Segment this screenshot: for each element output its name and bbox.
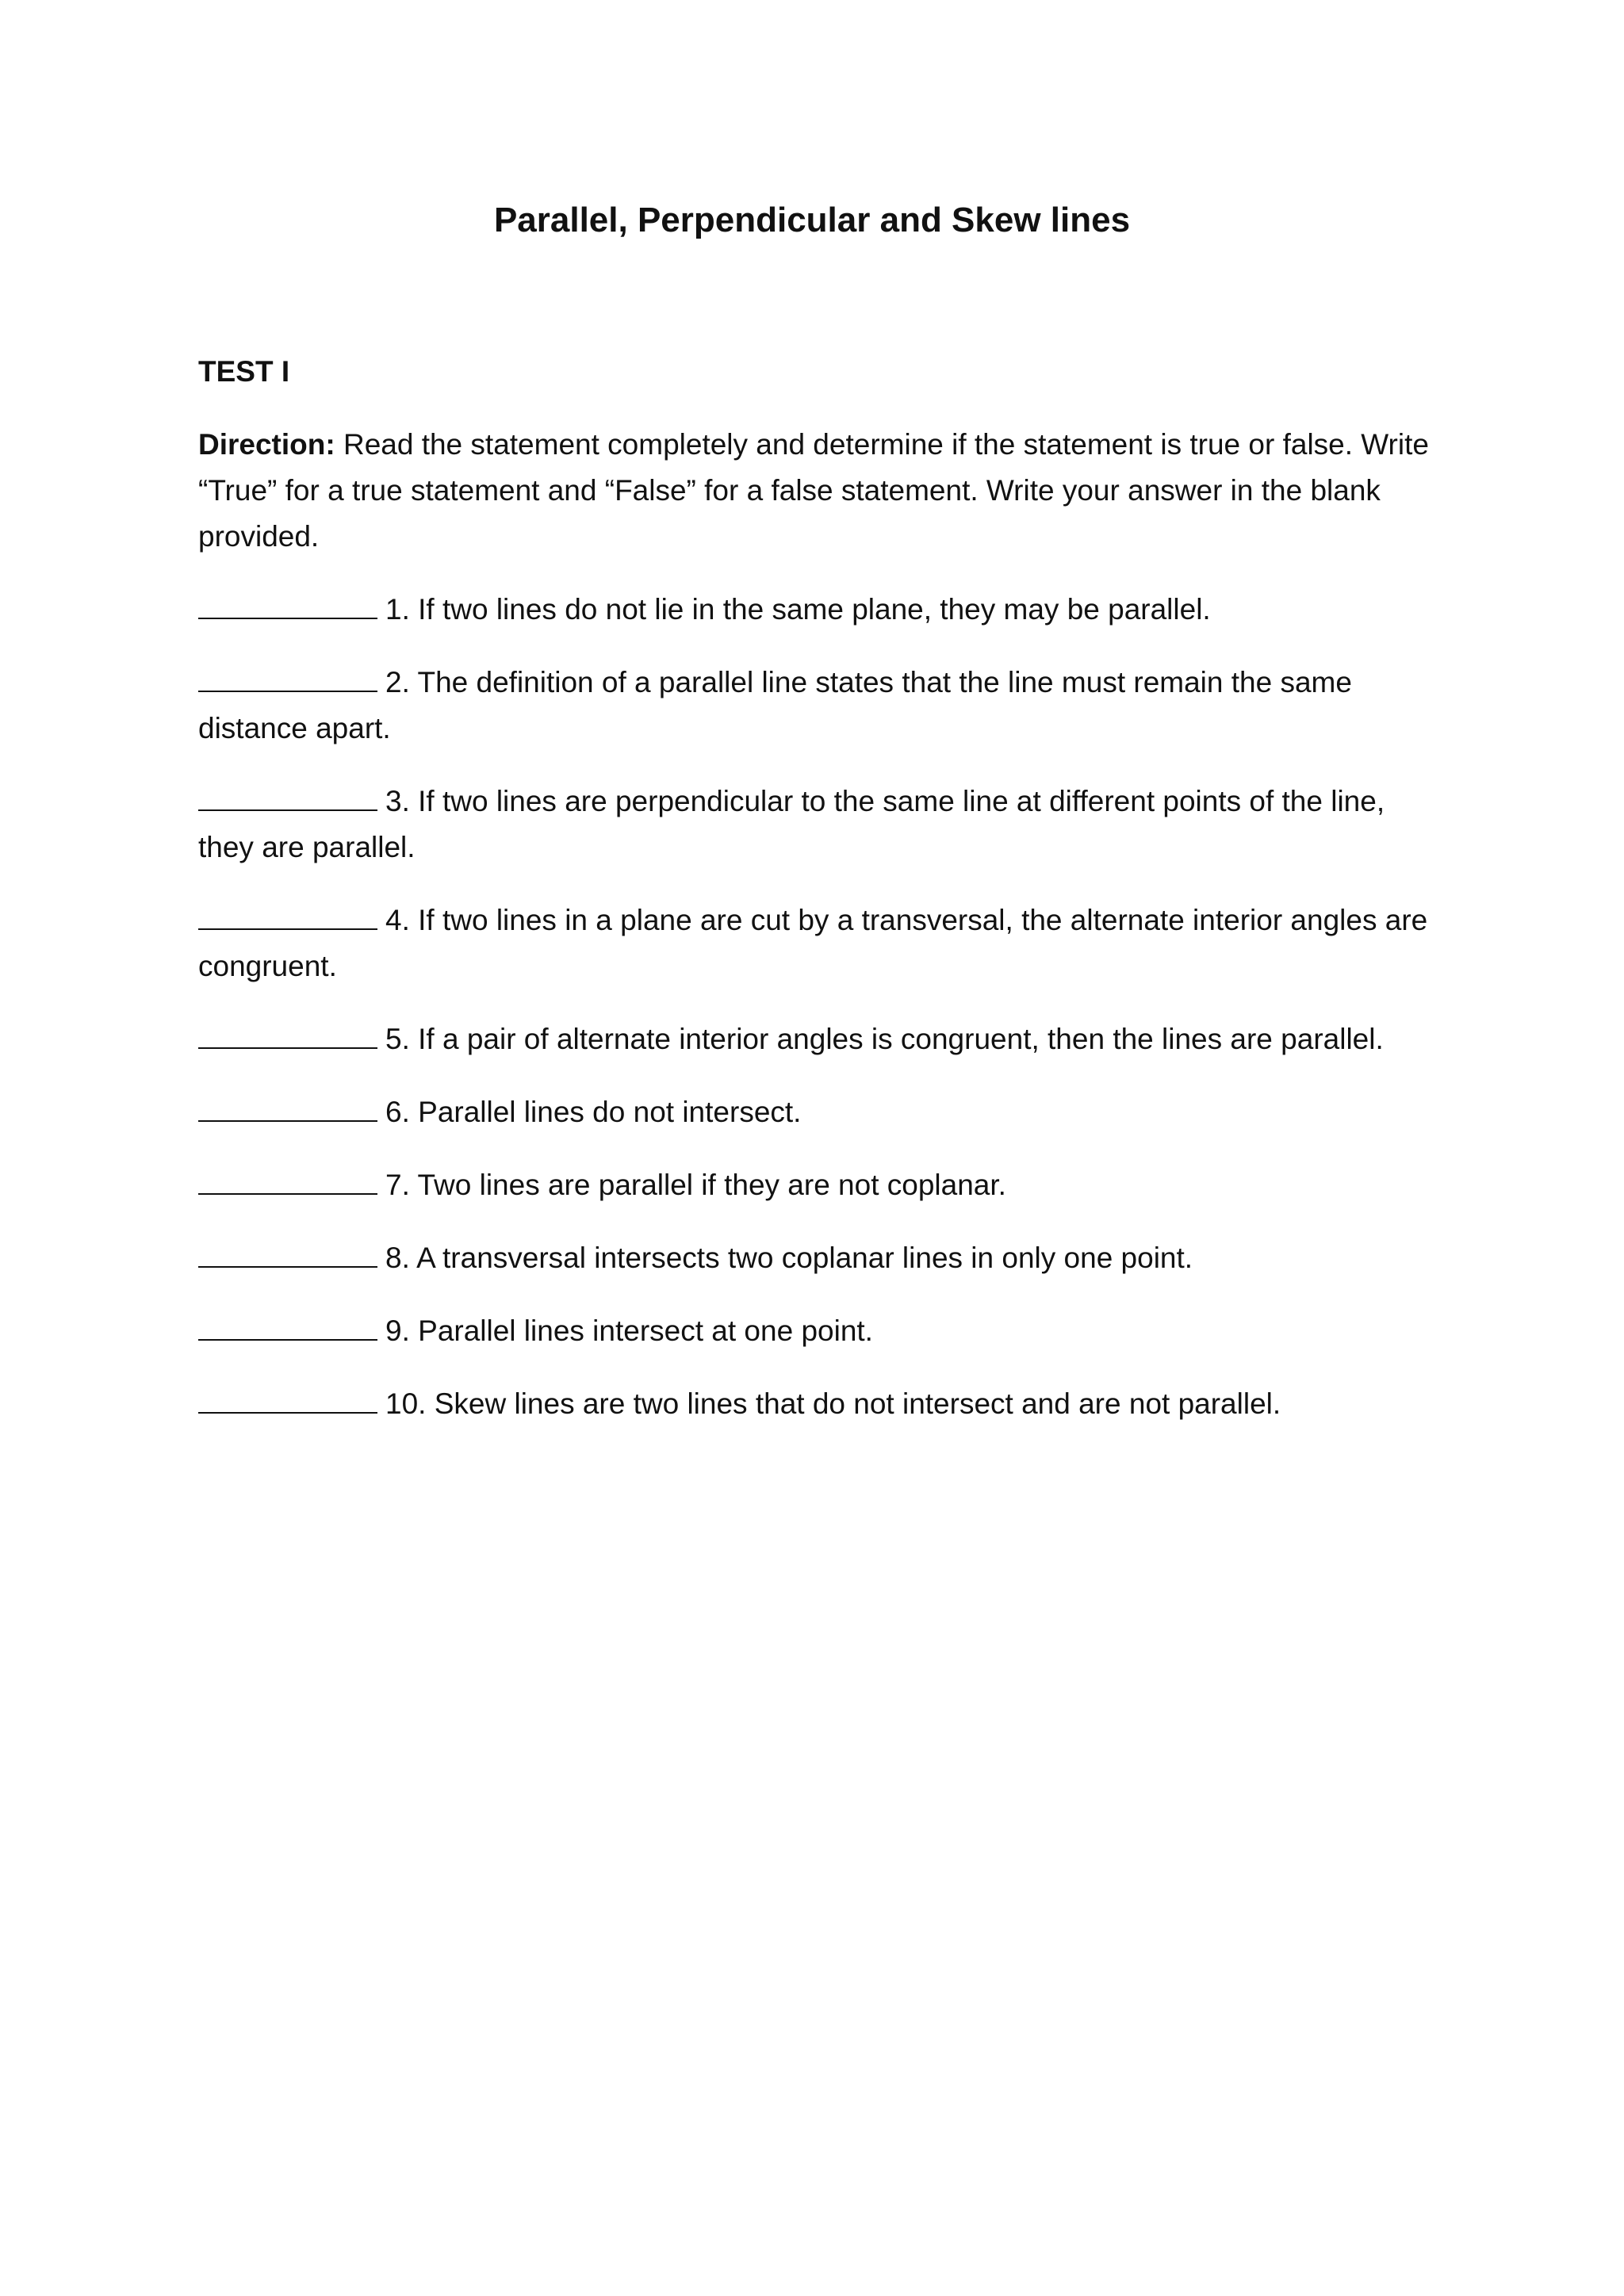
question-item-10 (198, 1381, 1435, 1427)
question-item-7 (198, 1162, 1435, 1208)
worksheet-content (198, 349, 1435, 1454)
question-text-4: 4. If two lines in a plane are cut by a transversal, the alternate interior angles are congruent. (198, 904, 1428, 982)
direction-label: Direction: (198, 428, 335, 461)
question-item-1 (198, 587, 1435, 633)
answer-blank-3[interactable] (198, 786, 377, 811)
question-text-7: 7. Two lines are parallel if they are not coplanar. (385, 1169, 1006, 1201)
question-text-5: 5. If a pair of alternate interior angles is congruent, then the lines are parallel. (385, 1023, 1384, 1055)
answer-blank-2[interactable] (198, 667, 377, 692)
question-text-3: 3. If two lines are perpendicular to the same line at different points of the line, they are parallel. (198, 785, 1385, 863)
page-title: Parallel, Perpendicular and Skew lines (493, 201, 1131, 239)
answer-blank-9[interactable] (198, 1315, 377, 1341)
question-text-1: 1. If two lines do not lie in the same plane, they may be parallel. (385, 593, 1211, 626)
answer-blank-5[interactable] (198, 1024, 377, 1049)
question-text-9: 9. Parallel lines intersect at one point. (385, 1314, 873, 1347)
question-text-10: 10. Skew lines are two lines that do not intersect and are not parallel. (385, 1387, 1281, 1420)
question-text-2: 2. The definition of a parallel line states that the line must remain the same distance apart. (198, 666, 1352, 744)
direction-paragraph (198, 422, 1435, 560)
question-item-3 (198, 779, 1435, 871)
answer-blank-10[interactable] (198, 1388, 377, 1414)
answer-blank-7[interactable] (198, 1169, 377, 1195)
answer-blank-6[interactable] (198, 1096, 377, 1122)
test-heading: TEST I (198, 355, 290, 388)
question-item-4 (198, 897, 1435, 989)
question-item-6 (198, 1089, 1435, 1135)
question-item-8 (198, 1235, 1435, 1281)
answer-blank-4[interactable] (198, 905, 377, 930)
question-item-2 (198, 660, 1435, 752)
question-text-6: 6. Parallel lines do not intersect. (385, 1096, 802, 1128)
answer-blank-1[interactable] (198, 594, 377, 619)
question-item-5 (198, 1016, 1435, 1062)
question-item-9 (198, 1308, 1435, 1354)
answer-blank-8[interactable] (198, 1242, 377, 1268)
direction-text: Read the statement completely and determine if the statement is true or false. Write “True” for a true statement and “False” for a false statement. Write your answer in the blank provided. (198, 428, 1429, 553)
question-text-8: 8. A transversal intersects two coplanar lines in only one point. (385, 1242, 1193, 1274)
